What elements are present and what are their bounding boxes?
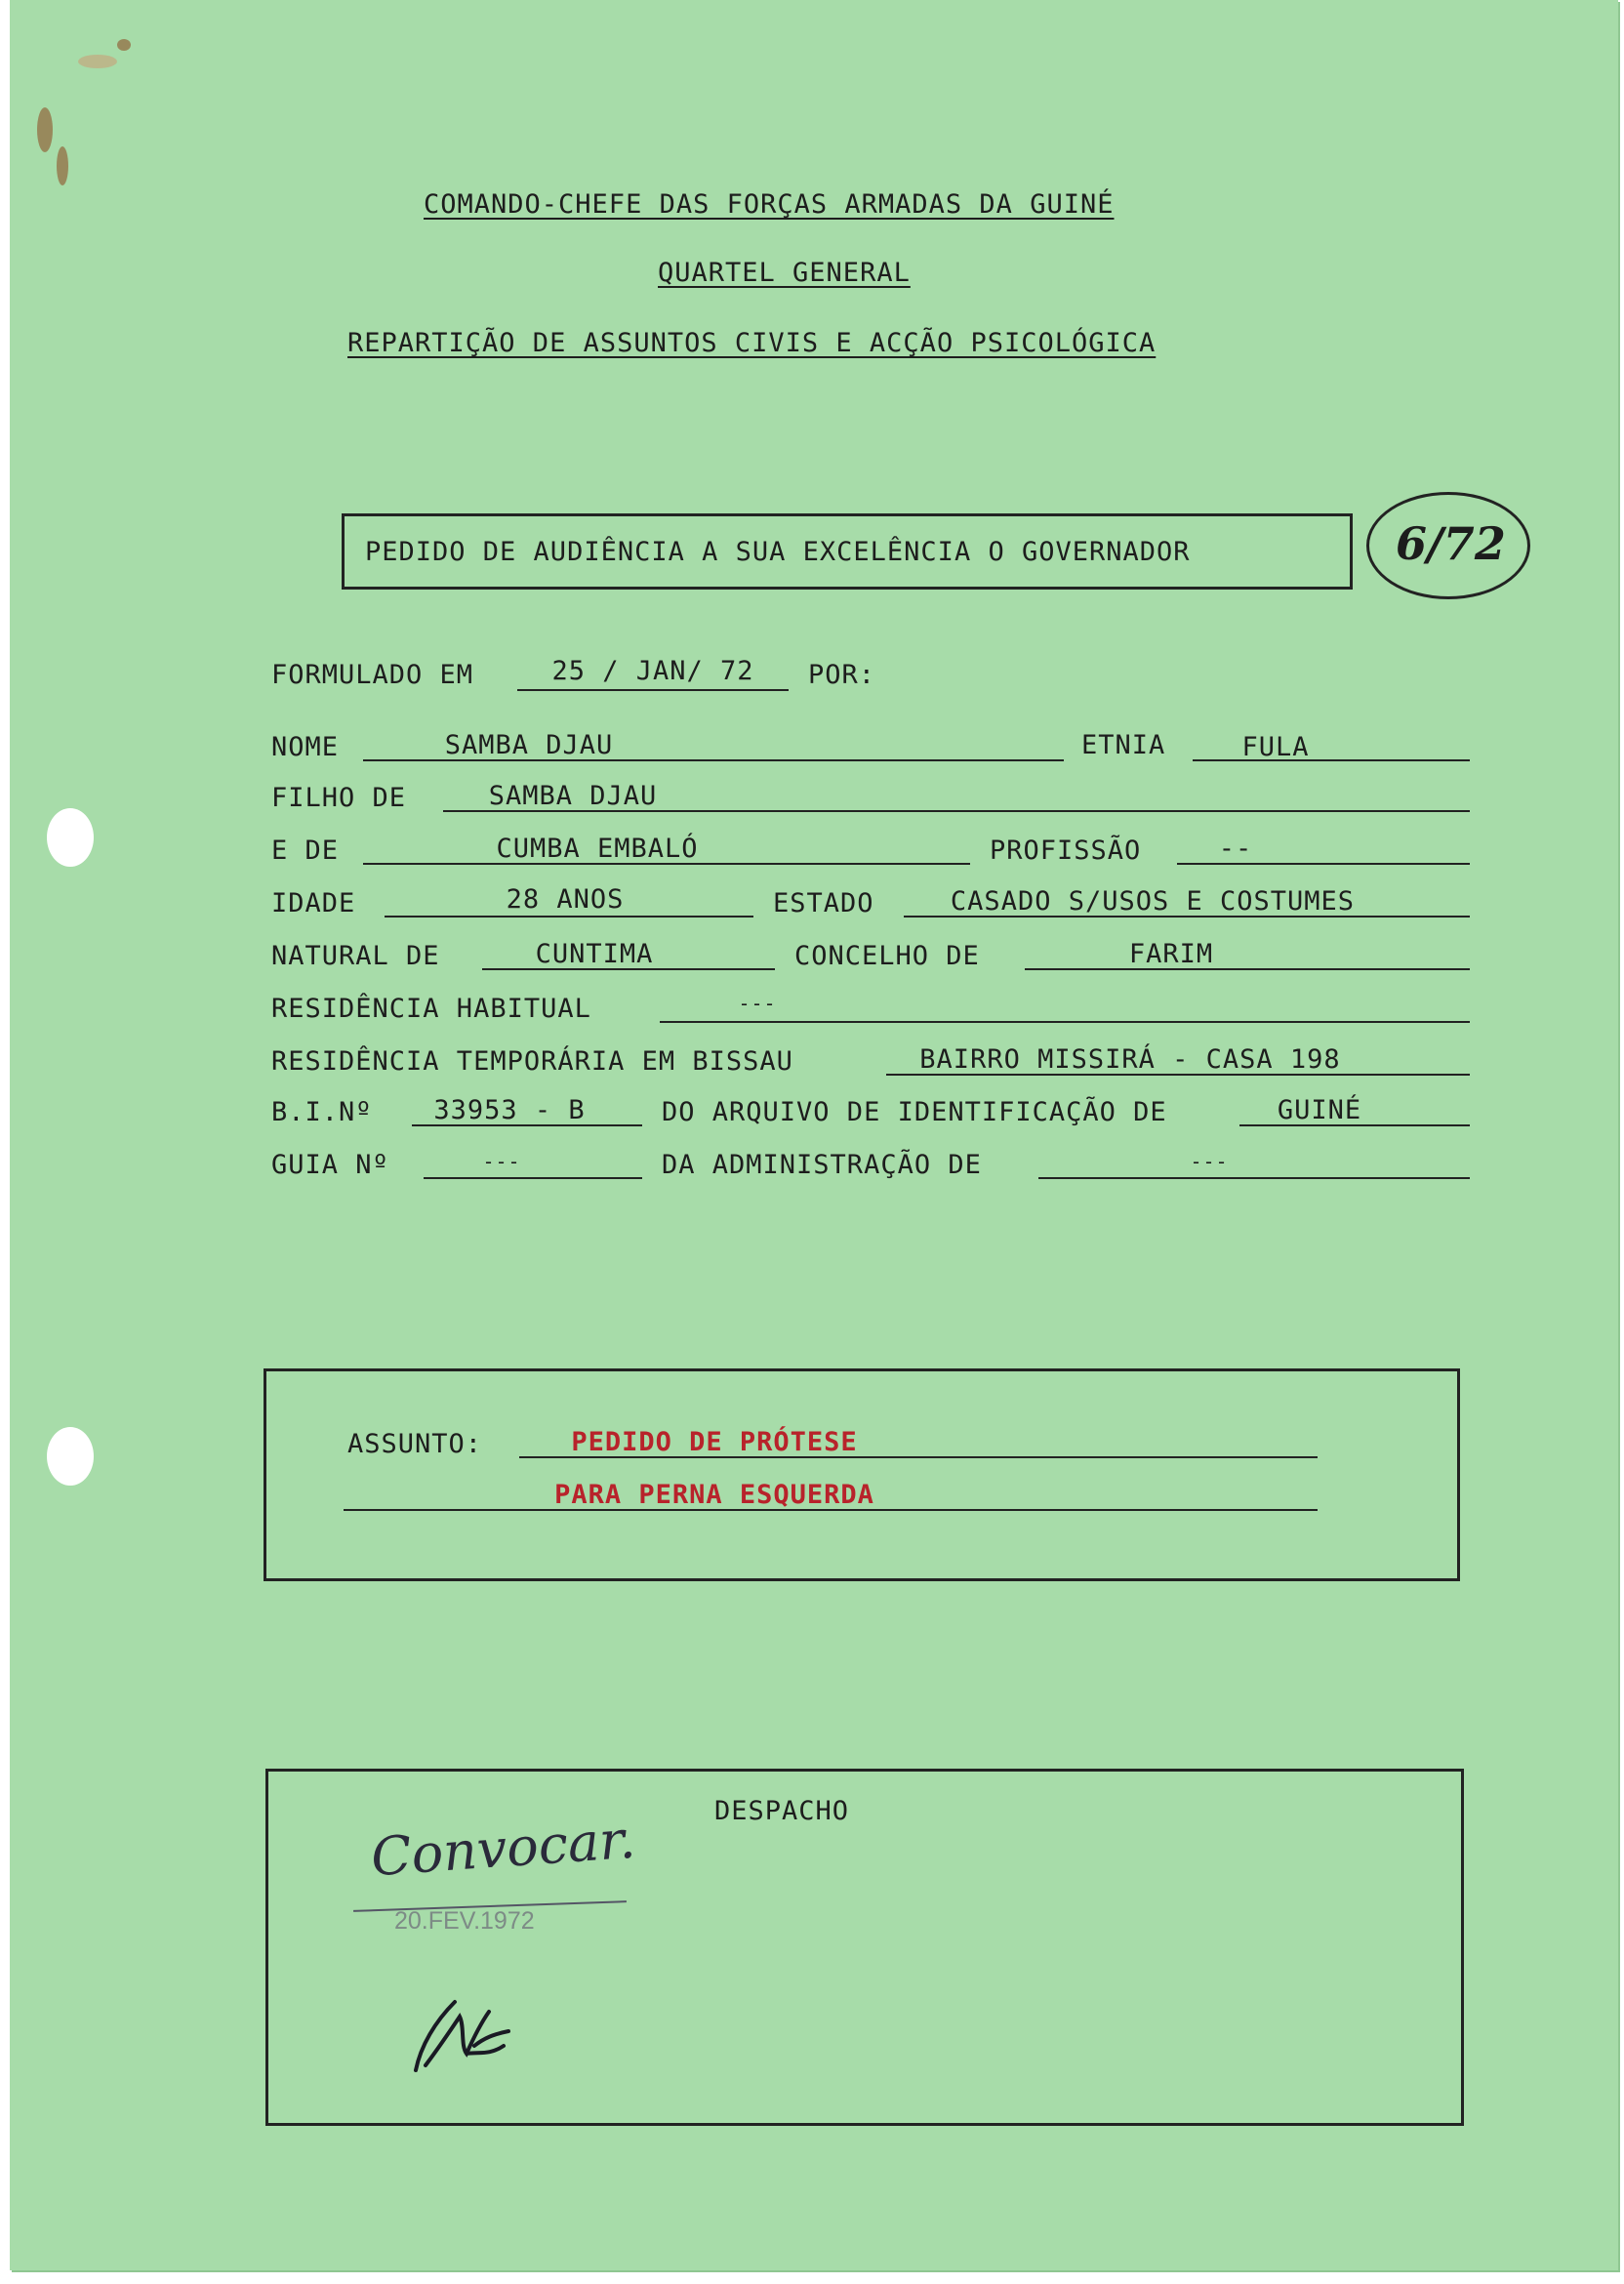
- idade-value: 28 ANOS: [506, 884, 625, 915]
- res-temp-label: RESIDÊNCIA TEMPORÁRIA EM BISSAU: [271, 1046, 793, 1077]
- reference-number: 6/72: [1396, 517, 1506, 570]
- header-command: COMANDO-CHEFE DAS FORÇAS ARMADAS DA GUINÉ: [424, 189, 1115, 220]
- res-habitual-value: ---: [738, 992, 777, 1015]
- assunto-line2: PARA PERNA ESQUERDA: [554, 1480, 874, 1510]
- profissao-value: --: [1218, 834, 1253, 864]
- form-sheet: [10, 0, 1618, 2270]
- etnia-label: ETNIA: [1081, 730, 1166, 760]
- profissao-label: PROFISSÃO: [990, 836, 1142, 866]
- assunto-line1: PEDIDO DE PRÓTESE: [571, 1427, 858, 1457]
- formulado-label: FORMULADO EM: [271, 660, 474, 690]
- estado-label: ESTADO: [773, 888, 874, 918]
- concelho-label: CONCELHO DE: [794, 941, 980, 971]
- assunto-label: ASSUNTO:: [347, 1429, 483, 1459]
- arquivo-label: DO ARQUIVO DE IDENTIFICAÇÃO DE: [662, 1097, 1167, 1127]
- form-title: PEDIDO DE AUDIÊNCIA A SUA EXCELÊNCIA O GOVERNADOR: [365, 537, 1191, 567]
- ede-value: CUMBA EMBALÓ: [496, 834, 699, 864]
- guia-value: ---: [482, 1150, 521, 1173]
- natural-value: CUNTIMA: [535, 939, 654, 969]
- res-temp-value: BAIRRO MISSIRÁ - CASA 198: [919, 1044, 1341, 1075]
- header-quartel: QUARTEL GENERAL: [658, 258, 911, 288]
- concelho-value: FARIM: [1128, 939, 1214, 969]
- handwritten-note: Convocar.: [369, 1808, 637, 1889]
- formulado-value: 25 / JAN/ 72: [551, 656, 754, 686]
- header-reparticao: REPARTIÇÃO DE ASSUNTOS CIVIS E ACÇÃO PSICOLÓGICA: [347, 328, 1157, 358]
- ede-label: E DE: [271, 836, 340, 866]
- guia-label: GUIA Nº: [271, 1150, 389, 1180]
- punch-hole-top: [47, 808, 94, 867]
- admin-value: ---: [1190, 1150, 1229, 1173]
- stamp-date: 20.FEV.1972: [394, 1907, 535, 1935]
- assunto-box: [264, 1368, 1460, 1581]
- res-habitual-label: RESIDÊNCIA HABITUAL: [271, 994, 591, 1024]
- signature-icon: [396, 1978, 543, 2085]
- nome-label: NOME: [271, 732, 340, 762]
- punch-hole-bottom: [47, 1427, 94, 1486]
- filho-value: SAMBA DJAU: [488, 781, 658, 811]
- bi-value: 33953 - B: [433, 1095, 586, 1125]
- por-label: POR:: [808, 660, 876, 690]
- admin-label: DA ADMINISTRAÇÃO DE: [662, 1150, 982, 1180]
- filho-label: FILHO DE: [271, 783, 407, 813]
- arquivo-value: GUINÉ: [1277, 1095, 1362, 1125]
- estado-value: CASADO S/USOS E COSTUMES: [950, 886, 1356, 917]
- etnia-value: FULA: [1241, 732, 1310, 762]
- despacho-label: DESPACHO: [714, 1796, 850, 1826]
- idade-label: IDADE: [271, 888, 356, 918]
- natural-label: NATURAL DE: [271, 941, 440, 971]
- bi-label: B.I.Nº: [271, 1097, 373, 1127]
- nome-value: SAMBA DJAU: [444, 730, 614, 760]
